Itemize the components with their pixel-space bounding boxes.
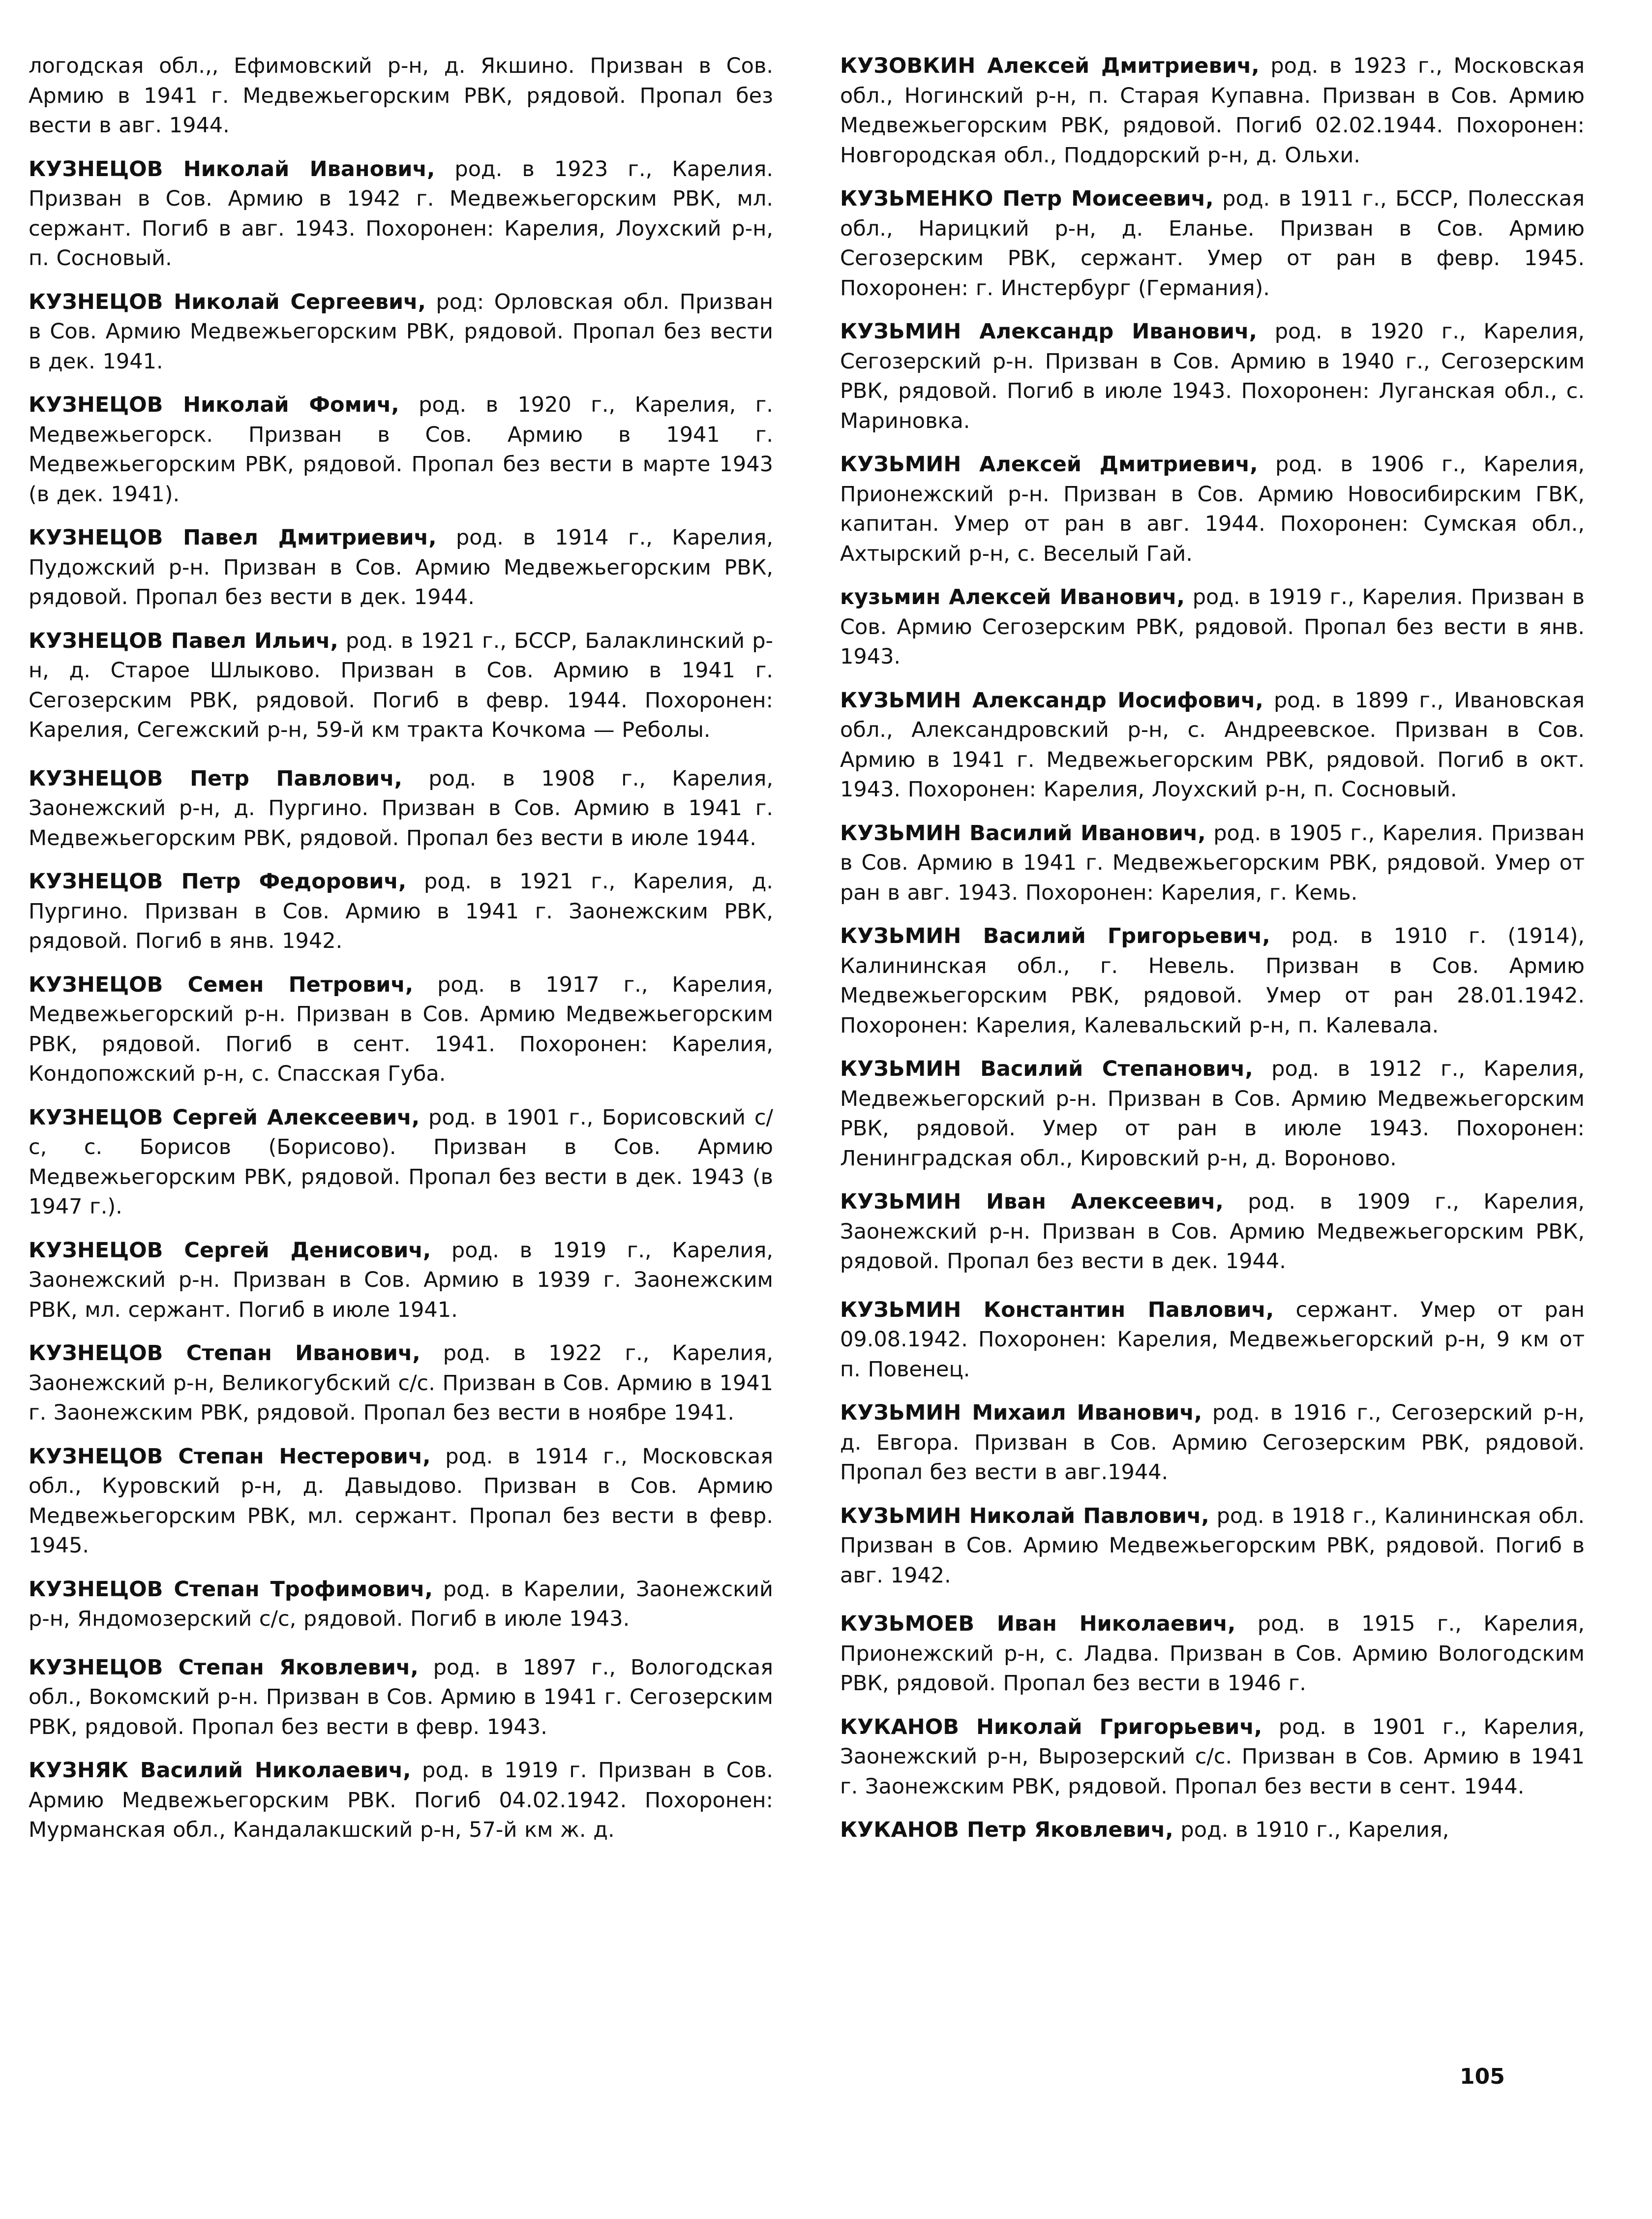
entry-text: род. в 1899 г., Ивановская обл., Александровский р-н, с. Андреевское. Призван в Сов. Армию в 1941 г. Медвежьегорским РВК, рядовой. Погиб в окт. 1943. Похоронен: Карелия, Лоухский р-н, п. Сосновый. <box>840 688 1585 802</box>
entry <box>840 1054 1585 1173</box>
entry-name: КУЗЬМЕНКО Петр Моисеевич, <box>840 186 1214 211</box>
entry <box>840 686 1585 805</box>
right-column <box>840 51 1585 1859</box>
entry-text: род. в 1910 г., Карелия, <box>1173 1818 1449 1842</box>
entry <box>840 819 1585 908</box>
entry <box>840 1398 1585 1488</box>
left-column <box>29 51 773 1859</box>
entry-text: род. в 1905 г., Карелия. Призван в Сов. Армию в 1941 г. Медвежьегорским РВК, рядовой. Умер от ран в авг. 1943. Похоронен: Карелия, г. Кемь. <box>840 821 1585 905</box>
entry <box>29 1756 773 1845</box>
entry-text: род. в 1897 г., Вологодская обл., Вокомский р-н. Призван в Сов. Армию в 1941 г. Сегозерским РВК, рядовой. Пропал без вести в февр. 1943. <box>29 1655 773 1739</box>
entry <box>29 287 773 377</box>
entry <box>29 1575 773 1634</box>
entry-name: КУЗНЕЦОВ Николай Фомич, <box>29 393 399 417</box>
entry-text: род. в 1921 г., БССР, Балаклинский р-н, д. Старое Шлыково. Призван в Сов. Армию в 1941 г. Сегозерским РВК, рядовой. Погиб в февр. 1944. Похоронен: Карелия, Сегежский р-н, 59-й км тракта Кочкома — Реболы. <box>29 628 774 742</box>
entry <box>29 154 773 274</box>
entry <box>840 1295 1585 1385</box>
entry-name: КУЗНЕЦОВ Семен Петрович, <box>29 972 414 997</box>
entry-text: род. в 1920 г., Карелия, Сегозерский р-н. Призван в Сов. Армию в 1940 г., Сегозерским РВК, рядовой. Погиб в июле 1943. Похоронен: Луганская обл., с. Мариновка. <box>840 319 1585 433</box>
entry-name: КУЗНЕЦОВ Петр Федорович, <box>29 869 407 894</box>
entry <box>840 921 1585 1040</box>
entry <box>29 1442 773 1561</box>
entry-text: род. в 1921 г., Карелия, д. Пургино. Призван в Сов. Армию в 1941 г. Заонежским РВК, рядовой. Погиб в янв. 1942. <box>29 869 773 953</box>
entry-text: сержант. Умер от ран 09.08.1942. Похоронен: Карелия, Медвежьегорский р-н, 9 км от п. Повенец. <box>840 1297 1585 1382</box>
page-number: 105 <box>1460 2064 1505 2089</box>
entry <box>29 390 773 509</box>
entry-text: род. в 1919 г. Призван в Сов. Армию Медвежьегорским РВК. Погиб 04.02.1942. Похоронен: Мурманская обл., Кандалакшский р-н, 57-й км ж. д. <box>29 1758 773 1842</box>
entry-name: КУЗЬМИН Николай Павлович, <box>840 1503 1209 1528</box>
entry <box>840 450 1585 569</box>
entry <box>840 1815 1585 1845</box>
entry <box>840 1609 1585 1699</box>
entry <box>840 582 1585 672</box>
entry <box>29 1236 773 1325</box>
entry-text: род. в 1919 г., Карелия, Заонежский р-н. Призван в Сов. Армию в 1939 г. Заонежским РВК, мл. сержант. Погиб в июле 1941. <box>29 1238 773 1322</box>
entry-text: род. в 1914 г., Карелия, Пудожский р-н. Призван в Сов. Армию Медвежьегорским РВК, рядовой. Пропал без вести в дек. 1944. <box>29 525 774 609</box>
entry-name: КУЗНЕЦОВ Павел Ильич, <box>29 628 338 653</box>
entry-name: КУЗЬМИН Василий Иванович, <box>840 821 1206 846</box>
entry <box>840 51 1585 170</box>
entry <box>29 626 773 745</box>
entry <box>840 317 1585 436</box>
entry-name: КУЗЬМИН Александр Иосифович, <box>840 688 1263 713</box>
entry-name: КУЗЬМИН Александр Иванович, <box>840 319 1257 344</box>
entry-name: КУЗНЕЦОВ Павел Дмитриевич, <box>29 525 437 550</box>
entry-name: КУЗЬМИН Михаил Иванович, <box>840 1400 1202 1425</box>
entry-name: КУКАНОВ Николай Григорьевич, <box>840 1714 1262 1739</box>
entry-name: КУЗНЯК Василий Николаевич, <box>29 1758 411 1783</box>
entry-text: логодская обл.,, Ефимовский р-н, д. Якшино. Призван в Сов. Армию в 1941 г. Медвежьегорским РВК, рядовой. Пропал без вести в авг. 1944. <box>29 54 773 138</box>
entry-name: кузьмин Алексей Иванович, <box>840 585 1185 609</box>
entry-text: род. в 1917 г., Карелия, Медвежьегорский р-н. Призван в Сов. Армию Медвежьегорским РВК, рядовой. Погиб в сент. 1941. Похоронен: Карелия, Кондопожский р-н, с. Спасская Губа. <box>29 972 773 1086</box>
entry-text: род. в 1922 г., Карелия, Заонежский р-н, Великогубский с/с. Призван в Сов. Армию в 1941 г. Заонежским РВК, рядовой. Пропал без вести в ноябре 1941. <box>29 1341 774 1425</box>
entry-text: род. в 1915 г., Карелия, Прионежский р-н, с. Ладва. Призван в Сов. Армию Вологодским РВК, рядовой. Пропал без вести в 1946 г. <box>840 1611 1585 1696</box>
entry-name: КУЗНЕЦОВ Николай Сергеевич, <box>29 289 426 314</box>
entry-name: КУЗЬМИН Иван Алексеевич, <box>840 1189 1224 1214</box>
entry <box>840 184 1585 303</box>
entry <box>840 1187 1585 1277</box>
entry-text: род. в 1918 г., Калининская обл. Призван в Сов. Армию Медвежьегорским РВК, рядовой. Погиб в авг. 1942. <box>840 1503 1585 1588</box>
entry-name: КУЗНЕЦОВ Николай Иванович, <box>29 156 435 182</box>
entry-text: род. в Карелии, Заонежский р-н, Яндомозерский с/с, рядовой. Погиб в июле 1943. <box>29 1577 773 1631</box>
entry-name: КУЗЬМОЕВ Иван Николаевич, <box>840 1611 1236 1636</box>
entry-name: КУКАНОВ Петр Яковлевич, <box>840 1818 1173 1842</box>
entry <box>29 970 773 1089</box>
entry-name: КУЗЬМИН Василий Степанович, <box>840 1057 1253 1081</box>
entry <box>29 51 773 141</box>
entry-text: род. в 1919 г., Карелия. Призван в Сов. Армию Сегозерским РВК, рядовой. Пропал без вести в янв. 1943. <box>840 585 1585 669</box>
entry-text: род. в 1914 г., Московская обл., Куровский р-н, д. Давыдово. Призван в Сов. Армию Медвежьегорским РВК, мл. сержант. Пропал без вести в февр. 1945. <box>29 1444 773 1558</box>
entry-name: КУЗЬМИН Константин Павлович, <box>840 1297 1274 1322</box>
entry-text: род. в 1901 г., Борисовский с/с, с. Борисов (Борисово). Призван в Сов. Армию Медвежьегорским РВК, рядовой. Пропал без вести в дек. 1943 (в 1947 г.). <box>29 1105 773 1219</box>
entry-text: род. в 1910 г. (1914), Калининская обл., г. Невель. Призван в Сов. Армию Медвежьегорским РВК, рядовой. Умер от ран 28.01.1942. Похоронен: Карелия, Калевальский р-н, п. Калевала. <box>840 924 1585 1038</box>
entry <box>29 867 773 956</box>
entry <box>29 1653 773 1742</box>
entry-name: КУЗОВКИН Алексей Дмитриевич, <box>840 54 1260 78</box>
entry-name: КУЗНЕЦОВ Петр Павлович, <box>29 766 403 791</box>
entry-text: род. в 1923 г., Московская обл., Ногинский р-н, п. Старая Купавна. Призван в Сов. Армию Медвежьегорским РВК, рядовой. Погиб 02.02.1944. Похоронен: Новгородская обл., Поддорский р-н, д. Ольхи. <box>840 54 1585 168</box>
entry-text: род. в 1906 г., Карелия, Прионежский р-н. Призван в Сов. Армию Новосибирским ГВК, капитан. Умер от ран в авг. 1944. Похоронен: Сумская обл., Ахтырский р-н, с. Веселый Гай. <box>840 452 1585 566</box>
entry-text: род. в 1908 г., Карелия, Заонежский р-н, д. Пургино. Призван в Сов. Армию в 1941 г. Медвежьегорским РВК, рядовой. Пропал без вести в июле 1944. <box>29 766 773 851</box>
entry-text: род. в 1909 г., Карелия, Заонежский р-н. Призван в Сов. Армию Медвежьегорским РВК, рядовой. Пропал без вести в дек. 1944. <box>840 1189 1585 1274</box>
entry-name: КУЗНЕЦОВ Степан Яковлевич, <box>29 1655 419 1680</box>
entry-name: КУЗНЕЦОВ Сергей Денисович, <box>29 1238 431 1263</box>
entry-name: КУЗЬМИН Василий Григорьевич, <box>840 924 1270 948</box>
entry <box>840 1501 1585 1591</box>
entry-text: род. в 1911 г., БССР, Полесская обл., Нарицкий р-н, д. Еланье. Призван в Сов. Армию Сегозерским РВК, сержант. Умер от ран в февр. 1945. Похоронен: г. Инстербург (Германия). <box>840 186 1585 301</box>
entry-name: КУЗНЕЦОВ Сергей Алексеевич, <box>29 1105 420 1130</box>
entry-name: КУЗНЕЦОВ Степан Трофимович, <box>29 1577 433 1602</box>
entry <box>840 1712 1585 1802</box>
entry <box>29 523 773 612</box>
entry-text: род. в 1901 г., Карелия, Заонежский р-н, Вырозерский с/с. Призван в Сов. Армию в 1941 г. Заонежским РВК, рядовой. Пропал без вести в сент. 1944. <box>840 1714 1585 1799</box>
entry-text: род. в 1912 г., Карелия, Медвежьегорский р-н. Призван в Сов. Армию Медвежьегорским РВК, рядовой. Умер от ран в июле 1943. Похоронен: Ленинградская обл., Кировский р-н, д. Вороново. <box>840 1057 1585 1171</box>
entry-text: род: Орловская обл. Призван в Сов. Армию Медвежьегорским РВК, рядовой. Пропал без вести в дек. 1941. <box>29 289 773 374</box>
entry <box>29 764 773 853</box>
entry-name: КУЗНЕЦОВ Степан Нестерович, <box>29 1444 431 1469</box>
entry-text: род. в 1916 г., Сегозерский р-н, д. Евгора. Призван в Сов. Армию Сегозерским РВК, рядовой. Пропал без вести в авг.1944. <box>840 1400 1585 1485</box>
entry-name: КУЗНЕЦОВ Степан Иванович, <box>29 1341 421 1366</box>
entry-text: род. в 1920 г., Карелия, г. Медвежьегорск. Призван в Сов. Армию в 1941 г. Медвежьегорским РВК, рядовой. Пропал без вести в марте 1943 (в дек. 1941). <box>29 393 773 507</box>
entry-text: род. в 1923 г., Карелия. Призван в Сов. Армию в 1942 г. Медвежьегорским РВК, мл. сержант. Погиб в авг. 1943. Похоронен: Карелия, Лоухский р-н, п. Сосновый. <box>29 156 773 271</box>
entry <box>29 1103 773 1222</box>
entry <box>29 1338 773 1428</box>
entry-name: КУЗЬМИН Алексей Дмитриевич, <box>840 452 1258 477</box>
